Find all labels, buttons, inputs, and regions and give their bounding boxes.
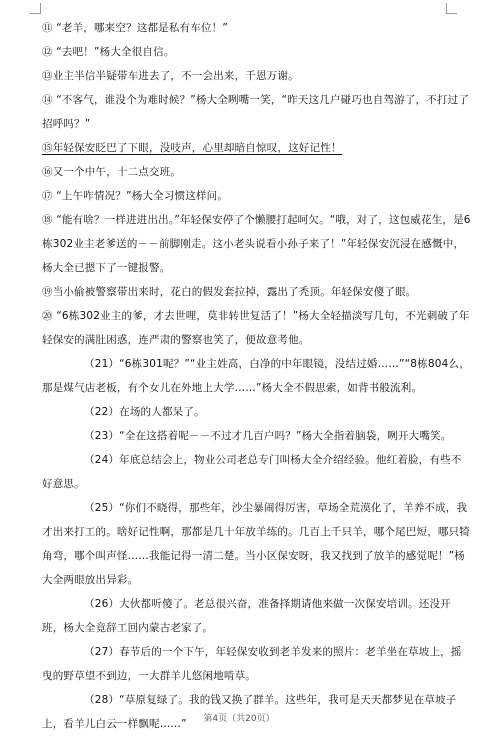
page-footer: 第4页（共20页） — [203, 714, 275, 724]
paragraph-14: ⑭ “不客气，谁没个为难时候？”杨大全咧嘴一笑，“昨天这几户碰巧也自驾游了，不打过了招呼吗？” — [42, 94, 470, 130]
paragraph-19: ⑲当小偷被警察带出来时，花白的假发套拉掉，露出了秃顶。年轻保安傻了眼。 — [42, 286, 417, 298]
paragraph-16: ⑯又一个中午，十二点交班。 — [42, 166, 182, 178]
paragraph-27: （27）春节后的一个下午，年轻保安收到老羊发来的照片：老羊坐在草坡上，摇曳的野草望不到边，一大群羊儿悠闲地啃草。 — [42, 646, 462, 682]
paragraph-21: （21）“6栋301呢？”“业主姓高，白净的中年眼镜，没结过婚……”“8栋804么，那是煤气店老板，有个女儿在外地上大学……”杨大全不假思索，如背书般流利。 — [42, 358, 470, 394]
paragraph-15 — [42, 136, 472, 160]
crop-mark-top-left — [30, 3, 41, 14]
underlined-sentence: ⑮年轻保安眨巴了下眼，没吱声，心里却暗自惊叹，这好记性！ — [42, 142, 342, 154]
paragraph-22: （22）在场的人都呆了。 — [84, 406, 205, 418]
paragraph-20: ⑳ “6栋302业主的爹，才去世哩，莫非转世复活了！”杨大全轻描淡写几句，不光刺破了年轻保安的满肚困惑，连严肃的警察也笑了，便故意考他。 — [42, 310, 470, 346]
document-body — [42, 16, 472, 736]
crop-mark-top-right — [446, 3, 457, 14]
paragraph-26: （26）大伙都听傻了。老总很兴奋，准备择期请他来做一次保安培训。还没开班，杨大全竟辞工回内蒙古老家了。 — [42, 598, 451, 634]
paragraph-13: ⑬业主半信半疑带车进去了，不一会出来，千恩万谢。 — [42, 70, 299, 82]
paragraph-17: ⑰ “上午咋情况？”杨大全习惯这样问。 — [42, 190, 229, 202]
paragraph-23: （23）“全在这搭着呢－－不过才几百户吗？”杨大全指着脑袋，咧开大嘴笑。 — [84, 430, 452, 442]
paragraph-24: （24）年底总结会上，物业公司老总专门叫杨大全介绍经验。他红着脸，有些不好意思。 — [42, 454, 462, 490]
paragraph-25: （25）“你们不晓得，那些年，沙尘暴闹得厉害，草场全荒漠化了，羊养不成，我才出来打工的。啥好记性啊，那都是几十年放羊练的。几百上千只羊，哪个尾巴短，哪只犄角弯，哪个叫声怪……我能记得一清二楚。当小区保安呀，我又找到了放羊的感觉呢！”杨大全两眼放出异彩。 — [42, 502, 470, 586]
paragraph-12: ⑫ “去吧！”杨大全很自信。 — [42, 46, 175, 58]
paragraph-18: ⑱ “能有啥？一样进进出出。”年轻保安停了个懒腰打起呵欠。“哦，对了，这包威花生，是6栋302业主老爹送的－－前脚刚走。这小老头说看小孙子来了！”年轻保安沉浸在感慨中，杨大全已摁下了一键报警。 — [42, 214, 471, 274]
paragraph-11: ⑪ “老羊，哪来空？这都是私有车位！” — [42, 22, 229, 34]
paragraph-28: （28）“草原复绿了。我的钱又换了群羊。这些年，我可是天天都梦见在草坡子上，看羊儿白云一样飘呢……” — [42, 694, 457, 730]
